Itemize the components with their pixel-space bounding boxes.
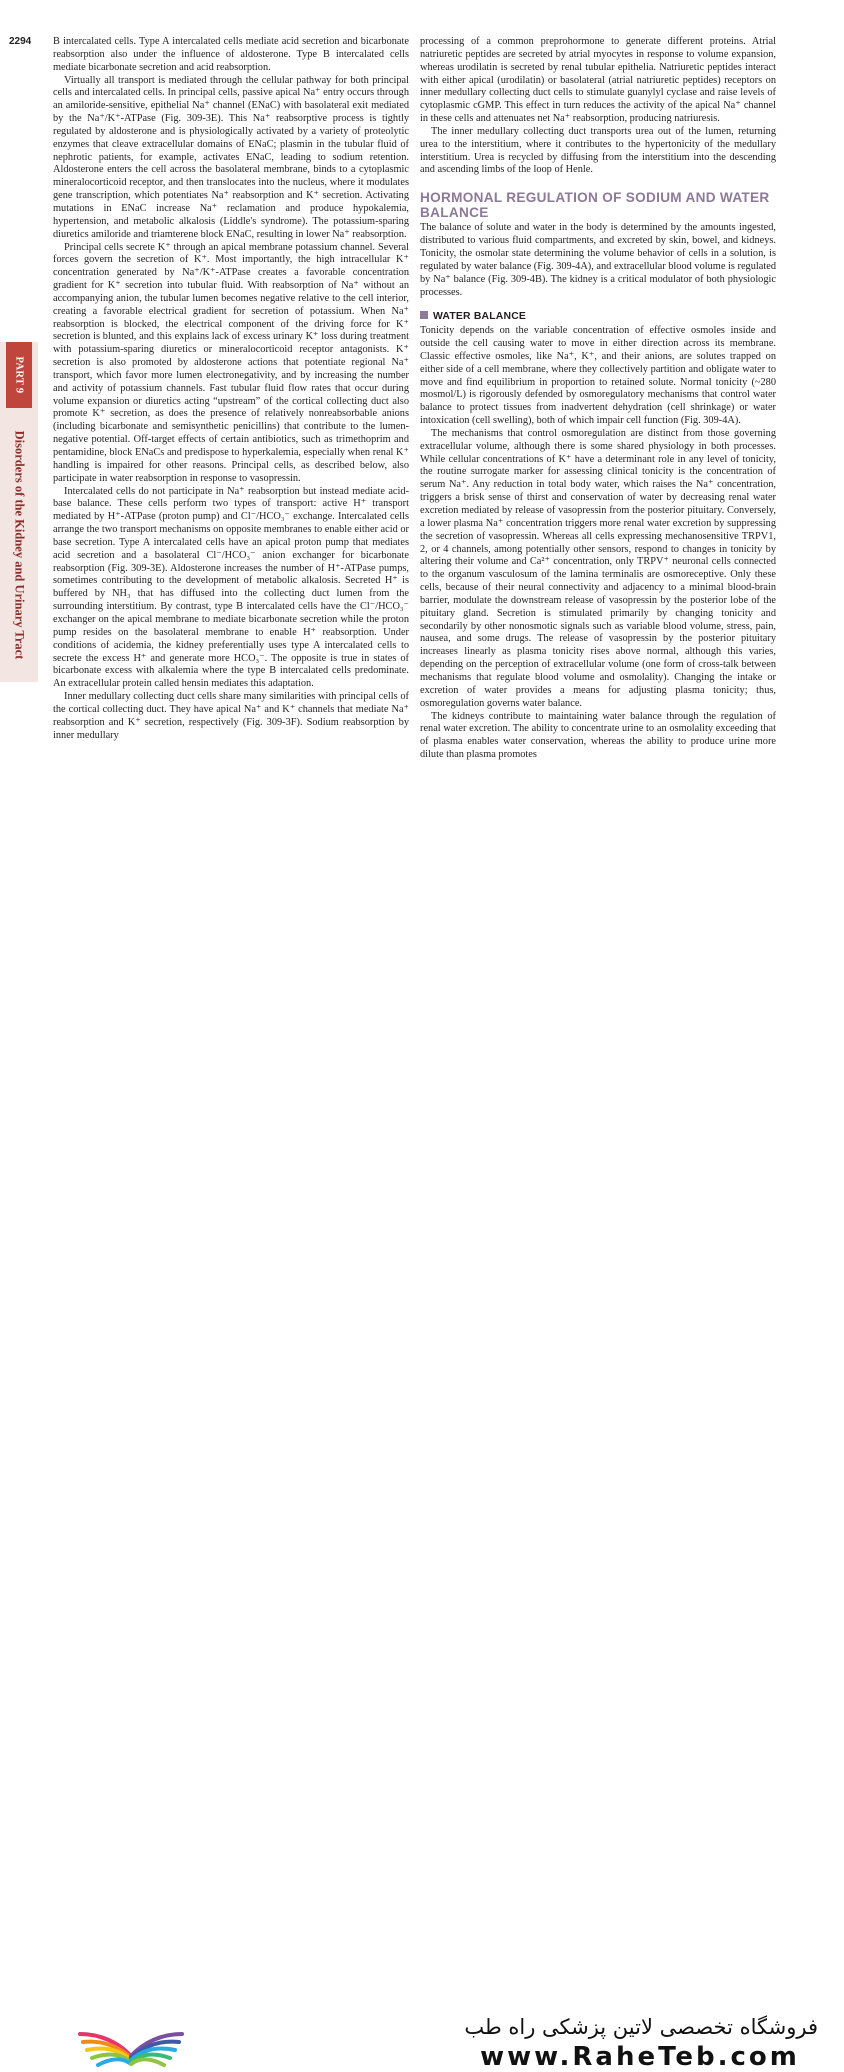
left-column [53,36,409,994]
paragraph: Virtually all transport is mediated through the cellular pathway for both principal cells and intercalated cells. In principal cells, passive apical Na⁺ entry occurs through an amiloride-sensitive, epithelial Na⁺ channel (ENaC) with basolateral exit mediated by the Na⁺/K⁺-ATPase (Fig. 309-3E). This Na⁺ reabsorptive process is tightly regulated by aldosterone and is physiologically activated by a variety of proteolytic enzymes that cleave extracellular domains of ENaC; plasmin in the tubular fluid of nephrotic patients, for example, activates ENaC, leading to sodium retention. Aldosterone enters the cell across the basolateral membrane, binds to a cytoplasmic mineralocorticoid receptor, and then translocates into the nucleus, where it modulates gene transcription, which potentiates Na⁺ reabsorption and K⁺ secretion. Activating mutations in ENaC increase Na⁺ reclamation and produce hypokalemia, hypertension, and metabolic alkalosis (Liddle's syndrome). The potassium-sparing diuretics amiloride and triamterene block ENaC, resulting in lower Na⁺ reabsorption. [53,74,409,240]
book-logo-icon [78,2012,184,2072]
section-heading: HORMONAL REGULATION OF SODIUM AND WATER BALANCE [420,190,770,221]
paragraph: The balance of solute and water in the body is determined by the amounts ingested, distributed to various fluid compartments, and excreted by skin, bowel, and kidneys. Tonicity, the osmolar state determining the volume behavior of cells in a solution, is regulated by water balance (Fig. 309-4A), and extracellular blood volume is regulated by Na⁺ balance (Fig. 309-4B). The kidney is a critical modulator of both physiologic processes. [420,222,776,298]
paragraph: Intercalated cells do not participate in Na⁺ reabsorption but instead mediate acid-base balance. These cells perform two types of transport: active H⁺ transport mediated by H⁺-ATPase (proton pump) and Cl⁻/HCO₃⁻ exchange. Intercalated cells arrange the two transport mechanisms on opposite membranes to enable either acid or base secretion. Type A intercalated cells have an apical proton pump that mediates acid secretion and a basolateral Cl⁻/HCO₃⁻ anion exchanger for bicarbonate reabsorption (Fig. 309-3E). Aldosterone increases the number of H⁺-ATPase pumps, sometimes contributing to the development of metabolic alkalosis. Secreted H⁺ is buffered by NH₃ that has diffused into the collecting duct lumen from the surrounding interstitium. By contrast, type B intercalated cells have the Cl⁻/HCO₃⁻ exchanger on the apical membrane to mediate bicarbonate secretion while the proton pump resides on the basolateral membrane to enable H⁺ reabsorption. Under conditions of acidemia, the kidney preferentially uses type A intercalated cells to secrete the excess H⁺ and generate more HCO₃⁻. The opposite is true in states of bicarbonate excess with alkalemia where the type B intercalated cells predominate. An extracellular protein called hensin mediates this adaptation. [53,485,409,690]
right-column [420,36,776,994]
shop-url: www.RaheTeb.com [480,2042,800,2072]
paragraph: processing of a common preprohormone to generate different proteins. Atrial natriuretic peptides are secreted by atrial myocytes in response to volume expansion, whereas urodilatin is secreted by renal tubular epithelia. Natriuretic peptides interact with either apical (urodilatin) or basolateral (atrial natriuretic peptides) receptors on inner medullary collecting duct cells to stimulate guanylyl cyclase and raise levels of cytoplasmic cGMP. This effect in turn reduces the activity of the apical Na⁺ channel in these cells and attenuates net Na⁺ reabsorption, producing natriuresis. [420,36,776,125]
paragraph: The inner medullary collecting duct transports urea out of the lumen, returning urea to the interstitium, where it contributes to the hypertonicity of the medullary interstitium. Urea is recycled by diffusing from the interstitium into the descending and ascending limbs of the loop of Henle. [420,125,776,176]
subsection-heading-label: WATER BALANCE [433,311,527,323]
paragraph: Principal cells secrete K⁺ through an apical membrane potassium channel. Several forces govern the secretion of K⁺. Most importantly, the high intracellular K⁺ concentration generated by Na⁺/K⁺-ATPase creates a favorable concentration gradient for K⁺ secretion into tubular fluid. With reabsorption of Na⁺ without an accompanying anion, the tubular lumen becomes negative relative to the cell interior, creating a favorable electrical gradient for secretion of potassium. When Na⁺ reabsorption is blocked, the electrical component of the driving force for K⁺ secretion is blunted, and this explains lack of excess urinary K⁺ loss during treatment with potassium-sparing diuretics or mineralocorticoid receptor antagonists. K⁺ secretion is also promoted by aldosterone actions that potentiate regional Na⁺ transport, which favor more lumen electronegativity, and by increasing the number and activity of potassium channels. Fast tubular fluid flow rates that occur during volume expansion or diuretics acting “upstream” of the cortical collecting duct also promote K⁺ secretion, as does the presence of relatively nonreabsorbable anions (including bicarbonate and semisynthetic penicillins) that contribute to the lumen-negative potential. Off-target effects of certain antibiotics, such as trimethoprim and pentamidine, block ENaCs and predispose to hyperkalemia, especially when renal K⁺ handling is impaired for other reasons. Principal cells, as described below, also participate in water reabsorption in response to vasopressin. [53,241,409,484]
paragraph: The kidneys contribute to maintaining water balance through the regulation of renal water excretion. The ability to concentrate urine to an osmolality exceeding that of plasma enables water conservation, whereas the ability to produce urine more dilute than plasma promotes [420,710,776,761]
paragraph: B intercalated cells. Type A intercalated cells mediate acid secretion and bicarbonate reabsorption also under the influence of aldosterone. Type B intercalated cells mediate bicarbonate secretion and acid reabsorption. [53,36,409,73]
paragraph: The mechanisms that control osmoregulation are distinct from those governing extracellular volume, although there is some shared physiology in both processes. While cellular concentrations of K⁺ have a determinant role in any level of tonicity, the routine surrogate marker for assessing clinical tonicity is the concentration of serum Na⁺. Any reduction in total body water, which raises the Na⁺ concentration, triggers a brisk sense of thirst and conservation of water by decreasing renal water excretion mediated by release of vasopressin from the posterior pituitary. Conversely, a lower plasma Na⁺ concentration triggers more renal water excretion by suppressing the secretion of vasopressin. Whereas all cells expressing mechanosensitive TRPV1, 2, or 4 channels, among potentially other sensors, respond to changes in tonicity by altering their volume and Ca²⁺ concentration, only TRPV⁺ neuronal cells connected to the organum vasculosum of the lamina terminalis are osmoreceptive. Only these cells, because of their neural connectivity and adjacency to a minimal blood-brain barrier, modulate the downstream release of vasopressin by the posterior lobe of the pituitary gland. Secretion is stimulated primarily by changing tonicity and secondarily by other nonosmotic signals such as variable blood volume, stress, pain, nausea, and some drugs. The release of vasopressin by the posterior pituitary increases linearly as plasma tonicity rises above normal, although this varies, depending on the perception of extracellular volume (one form of cross-talk between mechanisms that regulate blood volume and osmolality). Changing the intake or excretion of water provides a means for adjusting plasma tonicity; thus, osmoregulation governs water balance. [420,427,776,709]
square-bullet-icon [420,311,428,319]
shop-name: فروشگاه تخصصی لاتین پزشکی راه طب [464,2015,818,2039]
subsection-heading [420,311,776,324]
page-number: 2294 [9,36,32,47]
paragraph: Inner medullary collecting duct cells share many similarities with principal cells of the cortical collecting duct. They have apical Na⁺ and K⁺ channels that mediate Na⁺ reabsorption and K⁺ secretion, respectively (Fig. 309-3F). Sodium reabsorption by inner medullary [53,691,409,741]
sidebar-chapter-title: Disorders of the Kidney and Urinary Tract [12,430,27,660]
sidebar-part-label: PART 9 [13,356,25,394]
bottom-fade [0,955,844,1000]
watermark-footer [0,1000,844,2072]
paragraph: Tonicity depends on the variable concentration of effective osmoles inside and outside the cell causing water to move in either direction across its membrane. Classic effective osmoles, like Na⁺, K⁺, and their anions, are solutes trapped on either side of a cell membrane, where they collectively partition and obligate water to move and find equilibrium in proportion to retained solute. Normal tonicity (~280 mosmol/L) is rigorously defended by osmoregulatory mechanisms that control water balance to protect tissues from inadvertent dehydration (cell shrinkage) or water intoxication (cell swelling), both of which impair cell function (Fig. 309-4A). [420,325,776,427]
